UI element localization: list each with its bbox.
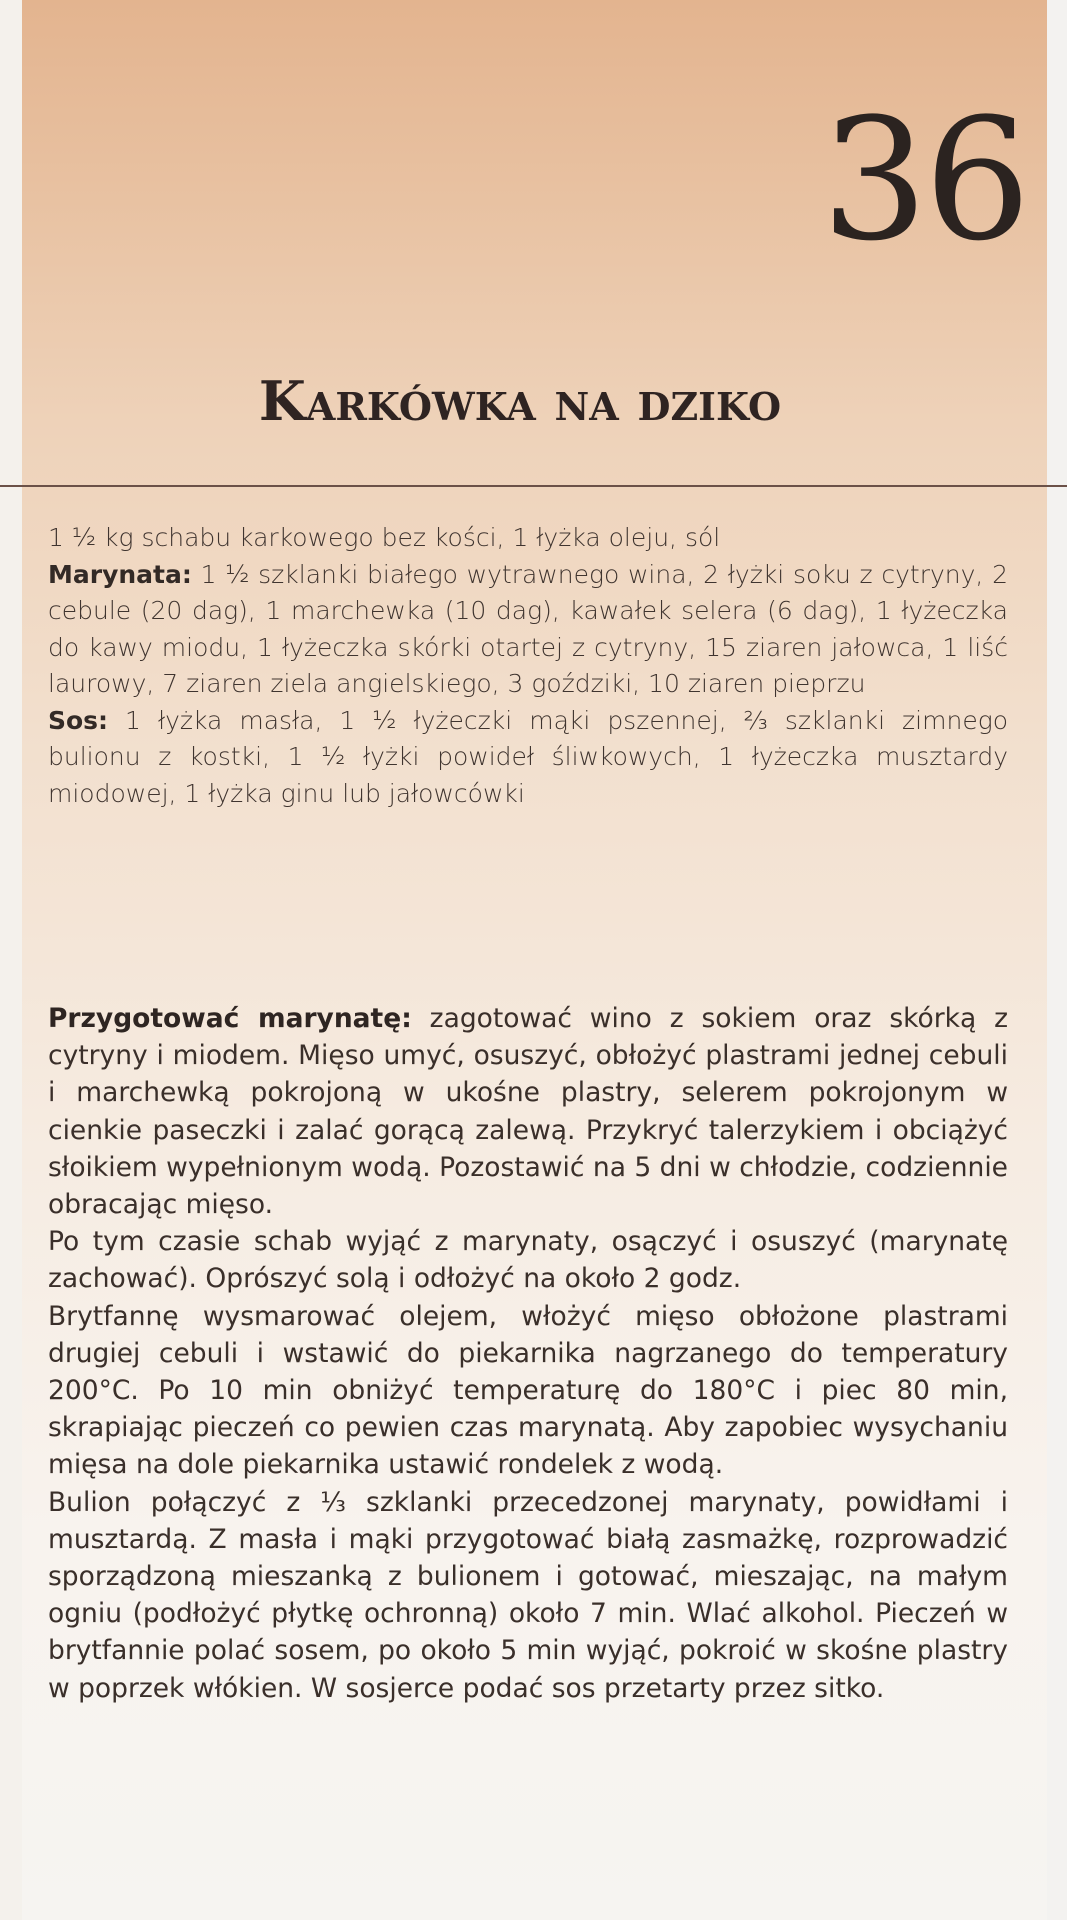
method-step-1-text: zagotować wino z sokiem oraz skórką z cytryny i miodem. Mięso umyć, osuszyć, obłożyć plastrami jednej cebuli i marchewką pokrojoną w ukośne plastry, selerem pokrojonym w cienkie paseczki i zalać gorącą zalewą. Przykryć talerzykiem i obciążyć słoikiem wypełnionym wodą. Pozostawić na 5 dni w chłodzie, codziennie obracając mięso.	[48, 1003, 1008, 1221]
ingredients-sauce	[48, 703, 1008, 813]
sauce-text: 1 łyżka masła, 1 ½ łyżeczki mąki pszennej, ⅔ szklanki zimnego bulionu z kostki, 1 ½ łyżki powideł śliwkowych, 1 łyżeczka musztardy miodowej, 1 łyżka ginu lub jałowcówki	[48, 705, 1008, 808]
sauce-label: Sos:	[48, 705, 109, 735]
ingredients-base: 1 ½ kg schabu karkowego bez kości, 1 łyżka oleju, sól	[48, 523, 721, 552]
method-step-4: Bulion połączyć z ⅓ szklanki przecedzonej marynaty, powidłami i musztardą. Z masła i mąki przygotować białą zasmażkę, rozprowadzić sporządzoną mieszanką z bulionem i gotować, mieszając, na małym ogniu (podłożyć płytkę ochronną) około 7 min. Wlać alkohol. Pieczeń w brytfannie polać sosem, po około 5 min wyjąć, pokroić w skośne plastry w poprzek włókien. W sosjerce podać sos przetarty przez sitko.	[48, 1486, 1008, 1704]
divider-rule	[0, 485, 1067, 487]
marinade-text: 1 ½ szklanki białego wytrawnego wina, 2 łyżki soku z cytryny, 2 cebule (20 dag), 1 marchewka (10 dag), kawałek selera (6 dag), 1 łyżeczka do kawy miodu, 1 łyżeczka skórki otartej z cytryny, 15 ziaren jałowca, 1 liść laurowy, 7 ziaren ziela angielskiego, 3 goździki, 10 ziaren pieprzu	[48, 559, 1008, 698]
recipe-number: 36	[821, 82, 1027, 278]
method-step-1-label: Przygotować marynatę:	[48, 1003, 412, 1034]
method-section	[48, 1000, 1008, 1707]
method-step-3: Brytfannę wysmarować olejem, włożyć mięso obłożone plastrami drugiej cebuli i wstawić do piekarnika nagrzanego do temperatury 200°C. Po 10 min obniżyć temperaturę do 180°C i piec 80 min, skrapiając pieczeń co pewien czas marynatą. Aby zapobiec wysychaniu mięsa na dole piekarnika ustawić rondelek z wodą.	[48, 1300, 1008, 1481]
method-step-1	[48, 1000, 1008, 1223]
marinade-label: Marynata:	[48, 559, 192, 589]
recipe-title: Karkówka na dziko	[258, 369, 782, 434]
page-edge	[1047, 0, 1067, 1920]
ingredients-marinade	[48, 557, 1008, 703]
ingredients-section	[48, 520, 1008, 812]
method-step-2: Po tym czasie schab wyjąć z marynaty, osączyć i osuszyć (marynatę zachować). Oprószyć solą i odłożyć na około 2 godz.	[48, 1226, 1008, 1295]
